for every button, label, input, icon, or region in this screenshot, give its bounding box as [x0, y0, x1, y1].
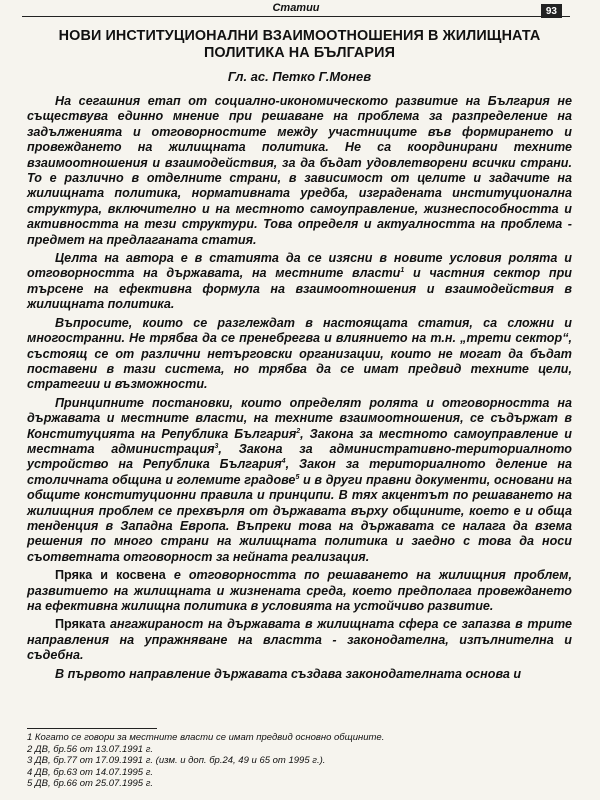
footnote-divider	[27, 728, 157, 729]
paragraph-text: Въпросите, които се разглеждат в настоящата статия, са сложни и многостранни. Не трябва да се пренебрегва и влиянието на т.н. „трети сектор“, състоящ се от различни нетърговски организации, които не могат да бъдат поставени в тази система, но трябва да се имат предвид техните цели, стратегии и възможности.	[27, 315, 572, 392]
paragraph-6	[27, 617, 572, 663]
footnote-5: 5 ДВ, бр.66 от 25.07.1995 г.	[27, 778, 154, 790]
paragraph-text: , Закона за местното самоуправление и местната администрация	[27, 426, 573, 456]
paragraph-text: ангажираност на държавата в жилищната сфера се запазва в трите направления на упражняване на властта - законодателна, изпълнителна и съдебна.	[27, 617, 572, 663]
paragraph-text: е отговорността по решаването на жилищния проблем, развитието на жилищната и жизнената среда, което предполага провеждането на ефективна жилищна политика в условията на устойчиво развитие.	[27, 568, 572, 613]
page-number: 93	[541, 4, 562, 18]
paragraph-3	[27, 316, 572, 393]
footnote-1: 1 Когато се говори за местните власти се имат предвид основно общините.	[27, 732, 385, 743]
footnote-mark[interactable]: 1	[400, 267, 405, 275]
footnote-2: 2 ДВ, бр.56 от 13.07.1991 г.	[27, 743, 154, 755]
author-line: Гл. ас. Петко Г.Монев	[227, 69, 372, 84]
bold-term: Пряка и косвена	[55, 568, 166, 583]
footnote-3: 3 ДВ, бр.77 от 17.09.1991 г. (изм. и доп. бр.24, 49 и 65 от 1995 г.).	[27, 755, 326, 767]
running-header	[22, 2, 570, 17]
bold-term: Пряката	[55, 617, 106, 632]
paragraph-text: , Закон за териториалното деление на столичната община и големите градове	[27, 457, 572, 487]
paragraph-text: и в други правни документи, основани на общите конституционни правила и принципи. В тях акцентът по решаването на жилищния проблем се прехвърля от държавата върху общините, което е и обща тенденция в Западна Европа. Въпреки това на държавата се налага да взема решения по много страни на жилищната политика и заедно с това да носи съответната отговорност за нейната реализация.	[27, 472, 572, 564]
paragraph-text: и частния сектор при търсене на ефективна формула на взаимоотношения и взаимодействия в жилищната политика.	[27, 266, 573, 312]
paragraph-7	[27, 667, 572, 682]
paragraph-5	[27, 568, 572, 614]
article-body	[27, 22, 572, 685]
paragraph-text: В първото направление държавата създава законодателната основа и	[55, 666, 522, 681]
section-title: Статии	[272, 2, 320, 14]
paragraph-4	[27, 396, 572, 565]
footnote-mark[interactable]: 2	[296, 427, 301, 435]
paragraph-text: На сегашния етап от социално-икономическото развитие на България не съществува единно мнение при решаване на проблема за разпределение на задълженията и отговорностите между участниците във формирането и провеждането на жилищната политика. Не са координирани техните взаимоотношения и взаимодействия, за да бъдат удовлетворени всички страни. То е различно в отделните страни, в зависимост от целите и задачите на жилищната политика, нормативната уредба, изградената институционална структура, включително и на местното самоуправление, жизнеспособността и активността на тези структури. Това определя и актуалността на проблема - предмет на предлаганата статия.	[27, 94, 572, 247]
footnote-mark[interactable]: 3	[214, 442, 219, 450]
footnote-mark[interactable]: 5	[295, 473, 300, 481]
paragraph-text: Принципните постановки, които определят ролята и отговорността на държавата и местните власти, на техните взаимоотношения, се съдържат в Конституцията на Република България	[27, 395, 572, 441]
footnote-mark[interactable]: 4	[281, 458, 286, 466]
paragraph-text: , Закона за административно-териториалното устройство на Република България	[27, 441, 572, 472]
paragraph-1	[27, 94, 572, 248]
paragraph-text: Целта на автора е в статията да се изясни в новите условия ролята и отговорността на държавата, на местните власти	[27, 251, 572, 281]
footnote-4: 4 ДВ, бр.63 от 14.07.1995 г.	[27, 766, 154, 778]
footnotes	[27, 732, 572, 790]
article-title: НОВИ ИНСТИТУЦИОНАЛНИ ВЗАИМООТНОШЕНИЯ В ЖИЛИЩНАТА ПОЛИТИКА НА БЪЛГАРИЯ	[58, 28, 541, 61]
paragraph-2	[27, 251, 572, 313]
